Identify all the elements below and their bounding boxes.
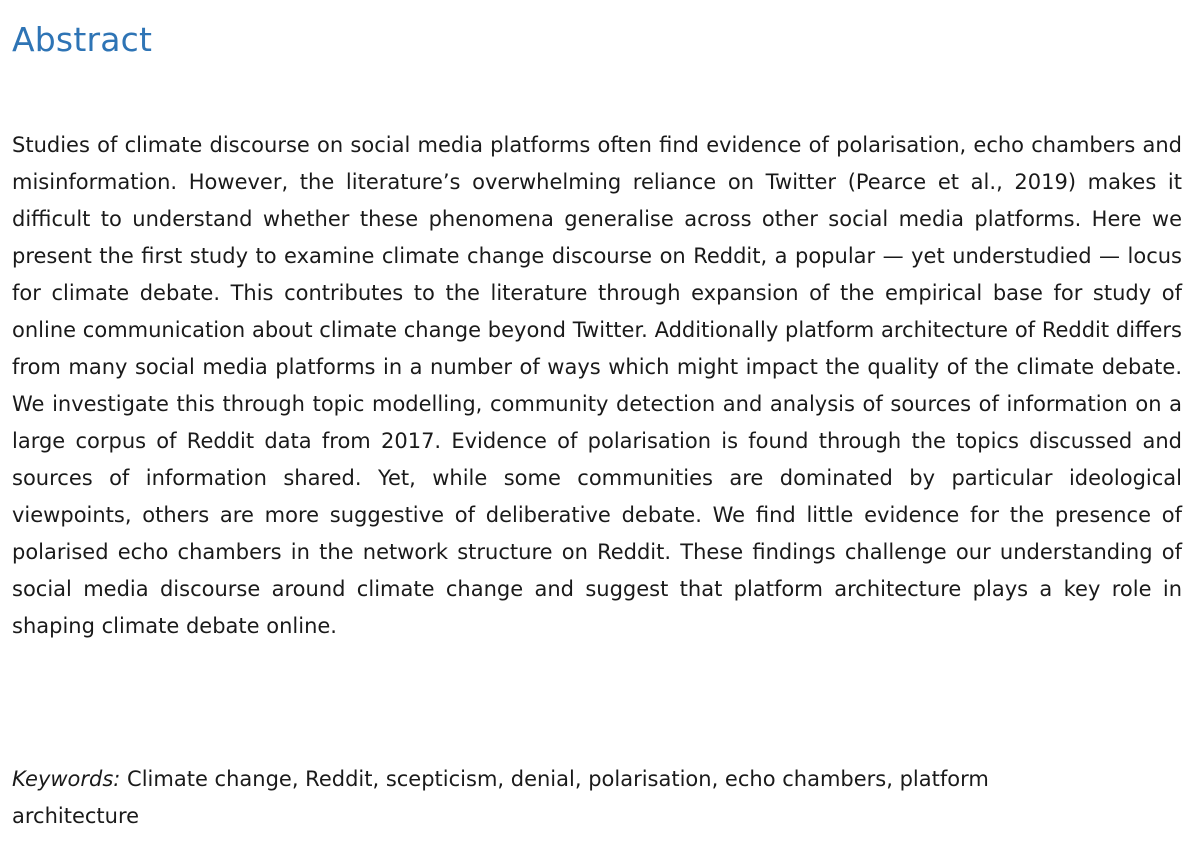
abstract-heading: Abstract bbox=[12, 20, 153, 59]
keywords-text: Climate change, Reddit, scepticism, denial, polarisation, echo chambers, platform architecture bbox=[12, 767, 989, 828]
keywords-line bbox=[12, 761, 1112, 835]
keywords-label: Keywords: bbox=[12, 767, 121, 791]
abstract-body: Studies of climate discourse on social media platforms often find evidence of polarisation, echo chambers and misinformation. However, the literature’s overwhelming reliance on Twitter (Pearce et al., 2019) makes it difficult to understand whether these phenomena generalise across other social media platforms. Here we present the first study to examine climate change discourse on Reddit, a popular — yet understudied — locus for climate debate. This contributes to the literature through expansion of the empirical base for study of online communication about climate change beyond Twitter. Additionally platform architecture of Reddit differs from many social media platforms in a number of ways which might impact the quality of the climate debate. We investigate this through topic modelling, community detection and analysis of sources of information on a large corpus of Reddit data from 2017. Evidence of polarisation is found through the topics discussed and sources of information shared. Yet, while some communities are dominated by particular ideological viewpoints, others are more suggestive of deliberative debate. We find little evidence for the presence of polarised echo chambers in the network structure on Reddit. These findings challenge our understanding of social media discourse around climate change and suggest that platform architecture plays a key role in shaping climate debate online. bbox=[12, 133, 1182, 638]
